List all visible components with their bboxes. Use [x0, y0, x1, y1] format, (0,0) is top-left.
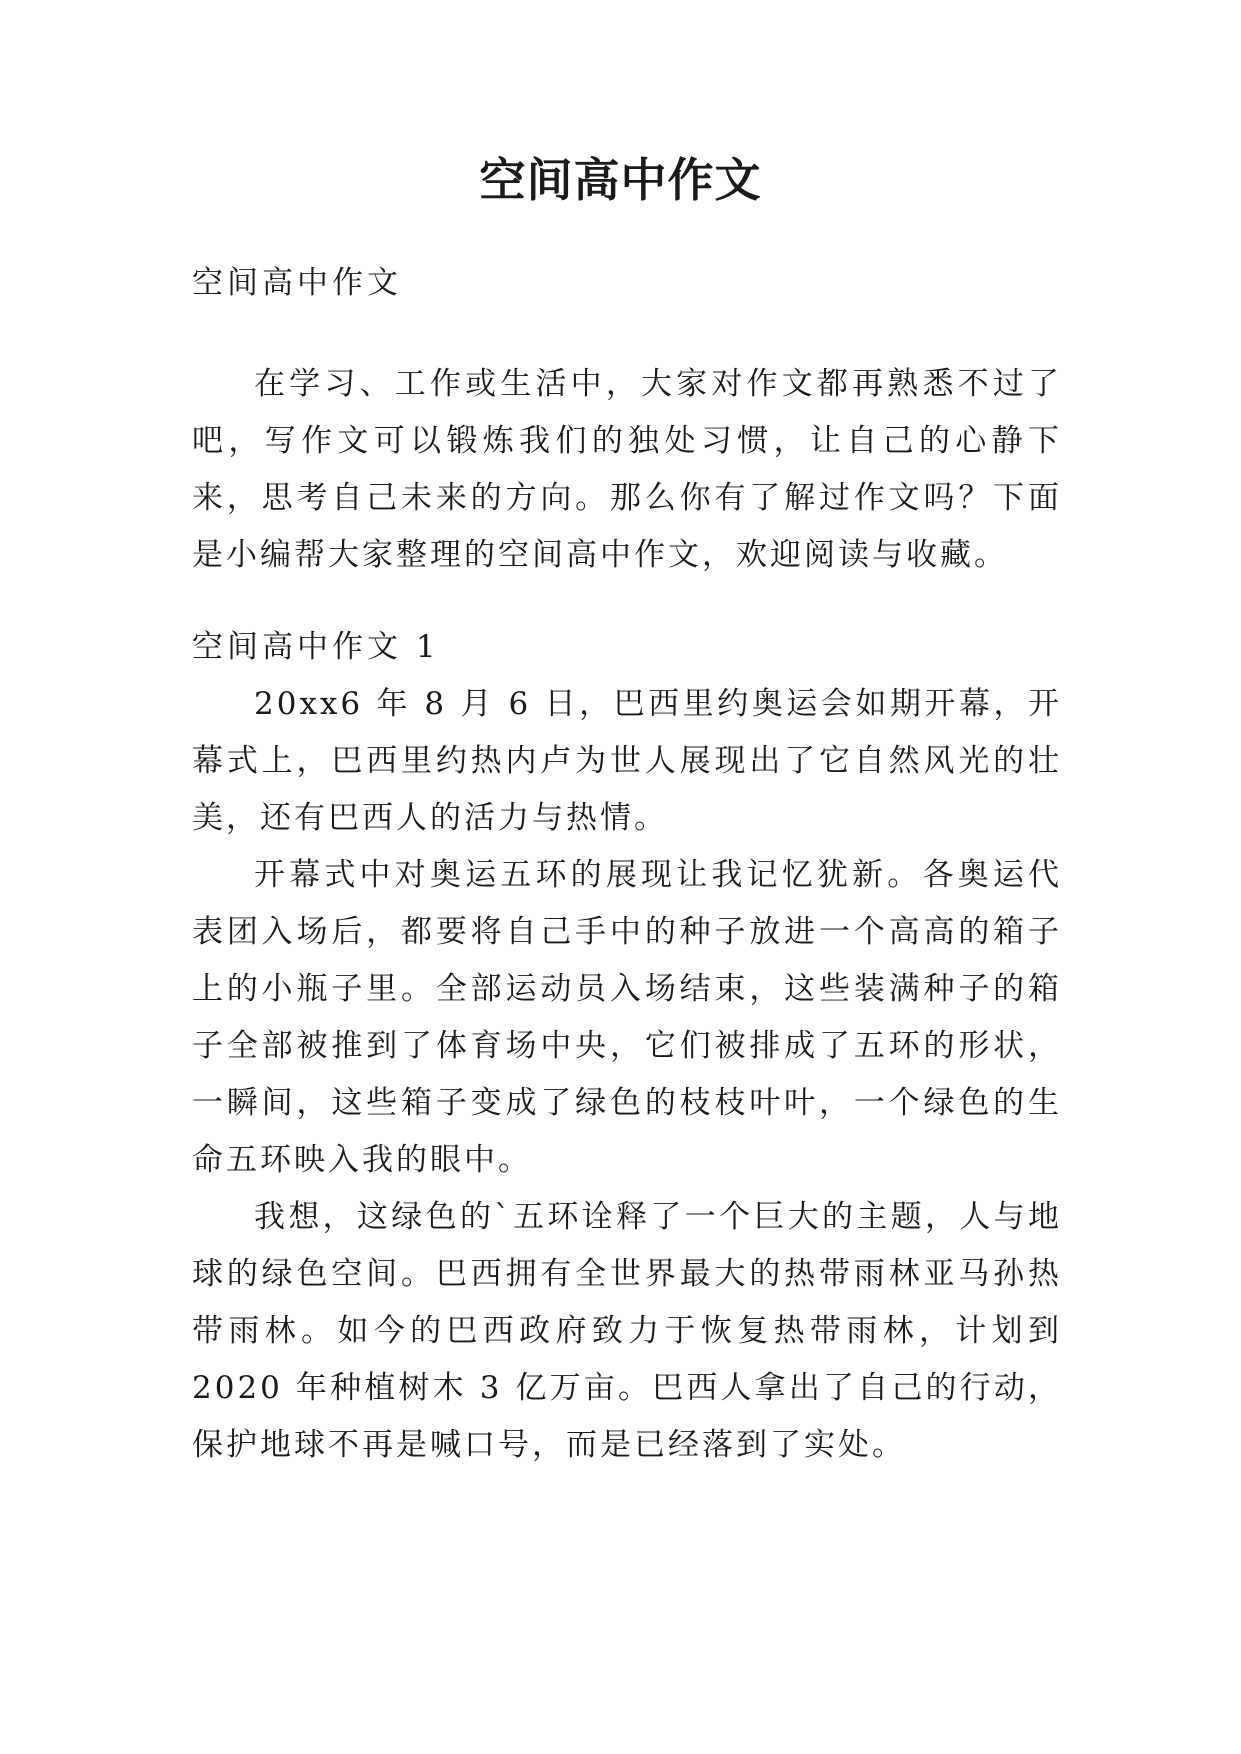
essay-1-paragraph-2: 开幕式中对奥运五环的展现让我记忆犹新。各奥运代表团入场后，都要将自己手中的种子放进一个高高的箱子上的小瓶子里。全部运动员入场结束，这些装满种子的箱子全部被推到了体育场中央，它们被排成了五环的形状，一瞬间，这些箱子变成了绿色的枝枝叶叶，一个绿色的生命五环映入我的眼中。 — [192, 857, 1062, 1178]
essay-1-paragraph-3: 我想，这绿色的`五环诠释了一个巨大的主题，人与地球的绿色空间。巴西拥有全世界最大的热带雨林亚马孙热带雨林。如今的巴西政府致力于恢复热带雨林，计划到 2020 年种植树木 3 亿万亩。巴西人拿出了自己的行动，保护地球不再是喊口号，而是已经落到了实处。 — [192, 1199, 1062, 1463]
intro-block — [192, 356, 1062, 584]
essay-1-heading: 空间高中作文 1 — [192, 629, 440, 665]
document-title: 空间高中作文 — [479, 153, 762, 207]
document-subtitle: 空间高中作文 — [192, 265, 402, 301]
intro-paragraph: 在学习、工作或生活中，大家对作文都再熟悉不过了吧，写作文可以锻炼我们的独处习惯，让自己的心静下来，思考自己未来的方向。那么你有了解过作文吗？下面是小编帮大家整理的空间高中作文，欢迎阅读与收藏。 — [192, 366, 1062, 573]
essay-1-paragraph-1: 20xx6 年 8 月 6 日，巴西里约奥运会如期开幕，开幕式上，巴西里约热内卢为世人展现出了它自然风光的壮美，还有巴西人的活力与热情。 — [192, 686, 1062, 836]
essay-1-body — [192, 676, 1062, 1474]
